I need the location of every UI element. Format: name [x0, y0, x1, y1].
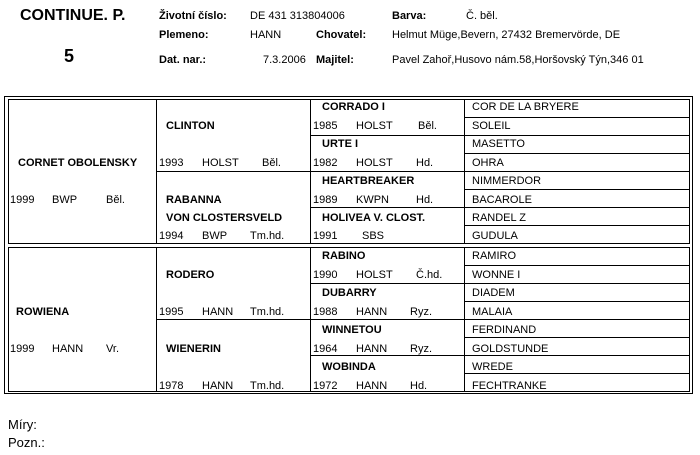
- sire-breed: BWP: [52, 194, 78, 206]
- gen4-name: SOLEIL: [472, 120, 511, 132]
- plemeno-label: Plemeno:: [159, 29, 209, 41]
- chovatel-label: Chovatel:: [316, 29, 367, 41]
- ggp2-year: 1982: [313, 157, 338, 169]
- ggp6-year: 1988: [313, 306, 338, 318]
- gp4-year: 1978: [159, 380, 184, 392]
- gp4-name: WIENERIN: [166, 343, 221, 355]
- ggp8-year: 1972: [313, 380, 338, 392]
- majitel-value: Pavel Zahoř,Husovo nám.58,Horšovský Týn,346 01: [392, 54, 644, 66]
- ggp3-color: Hd.: [416, 194, 434, 206]
- pozn-label: Pozn.:: [8, 435, 45, 450]
- gp3-color: Tm.hd.: [250, 306, 285, 318]
- ggp8-breed: HANN: [356, 380, 388, 392]
- gp2-breed: BWP: [202, 230, 228, 242]
- gp4-breed: HANN: [202, 380, 234, 392]
- gen4-name: OHRA: [472, 157, 504, 169]
- ggp3-year: 1989: [313, 194, 338, 206]
- gen4-name: RAMIRO: [472, 250, 516, 262]
- sire-block: [8, 99, 157, 244]
- gen4-name: MALAIA: [472, 306, 513, 318]
- gp1-color: Běl.: [262, 157, 281, 169]
- ggp4-year: 1991: [313, 230, 338, 242]
- ggp2-breed: HOLST: [356, 157, 393, 169]
- gp2-year: 1994: [159, 230, 184, 242]
- gp3-year: 1995: [159, 306, 184, 318]
- gp2-color: Tm.hd.: [250, 230, 285, 242]
- ggp2-color: Hd.: [416, 157, 434, 169]
- gp2-name-2: VON CLOSTERSVELD: [166, 212, 283, 224]
- gen4-name: MASETTO: [472, 138, 525, 150]
- gp1-breed: HOLST: [202, 157, 239, 169]
- ggp7-name: WINNETOU: [322, 324, 382, 336]
- miry-label: Míry:: [8, 417, 37, 432]
- zivotni-label: Životní číslo:: [159, 10, 227, 22]
- gp4-color: Tm.hd.: [250, 380, 285, 392]
- dam-name: ROWIENA: [16, 306, 70, 318]
- gen4-name: FECHTRANKE: [472, 380, 547, 392]
- horse-number: 5: [64, 46, 75, 66]
- ggp1-breed: HOLST: [356, 120, 393, 132]
- ggp8-color: Hd.: [410, 380, 428, 392]
- datnar-value: 7.3.2006: [263, 54, 306, 66]
- ggp7-color: Ryz.: [410, 343, 432, 355]
- ggp7-breed: HANN: [356, 343, 388, 355]
- barva-label: Barva:: [392, 10, 427, 22]
- chovatel-value: Helmut Müge,Bevern, 27432 Bremervörde, DE: [392, 29, 621, 41]
- dam-block: [8, 247, 157, 392]
- gp3-breed: HANN: [202, 306, 234, 318]
- barva-value: Č. běl.: [466, 10, 498, 22]
- gp2-name: RABANNA: [166, 194, 222, 206]
- ggp3-breed: KWPN: [356, 194, 389, 206]
- zivotni-value: DE 431 313804006: [250, 10, 345, 22]
- ggp4-breed: SBS: [362, 230, 385, 242]
- gen4-name: WONNE I: [472, 269, 521, 281]
- dam-year: 1999: [10, 343, 35, 355]
- gen4-name: BACAROLE: [472, 194, 532, 206]
- gen4-name: GOLDSTUNDE: [472, 343, 549, 355]
- dam-breed: HANN: [52, 343, 84, 355]
- ggp1-name: CORRADO I: [322, 101, 385, 113]
- ggp5-breed: HOLST: [356, 269, 393, 281]
- gp1-year: 1993: [159, 157, 184, 169]
- sire-year: 1999: [10, 194, 35, 206]
- gp1-name: CLINTON: [166, 120, 215, 132]
- ggp6-breed: HANN: [356, 306, 388, 318]
- datnar-label: Dat. nar.:: [159, 54, 207, 66]
- sire-color: Běl.: [106, 194, 125, 206]
- sire-name: CORNET OBOLENSKY: [18, 157, 138, 169]
- ggp5-color: Č.hd.: [416, 269, 443, 281]
- ggp5-name: RABINO: [322, 250, 366, 262]
- ggp7-year: 1964: [313, 343, 338, 355]
- gen4-name: RANDEL Z: [472, 212, 526, 224]
- ggp6-name: DUBARRY: [322, 287, 377, 299]
- gp3-name: RODERO: [166, 269, 215, 281]
- ggp6-color: Ryz.: [410, 306, 432, 318]
- ggp2-name: URTE I: [322, 138, 359, 150]
- ggp5-year: 1990: [313, 269, 338, 281]
- gen4-name: GUDULA: [472, 230, 518, 242]
- ggp3-name: HEARTBREAKER: [322, 175, 415, 187]
- majitel-label: Majitel:: [316, 54, 354, 66]
- horse-name: CONTINUE. P.: [20, 7, 126, 24]
- gen4-name: DIADEM: [472, 287, 515, 299]
- ggp1-year: 1985: [313, 120, 338, 132]
- gen4-name: WREDE: [472, 361, 513, 373]
- gen4-name: NIMMERDOR: [472, 175, 542, 187]
- ggp8-name: WOBINDA: [322, 361, 376, 373]
- gen4-name: FERDINAND: [472, 324, 537, 336]
- ggp4-name: HOLIVEA V. CLOST.: [322, 212, 426, 224]
- ggp1-color: Běl.: [418, 120, 437, 132]
- plemeno-value: HANN: [250, 29, 282, 41]
- gen4-name: COR DE LA BRYERE: [472, 101, 579, 113]
- dam-color: Vr.: [106, 343, 120, 355]
